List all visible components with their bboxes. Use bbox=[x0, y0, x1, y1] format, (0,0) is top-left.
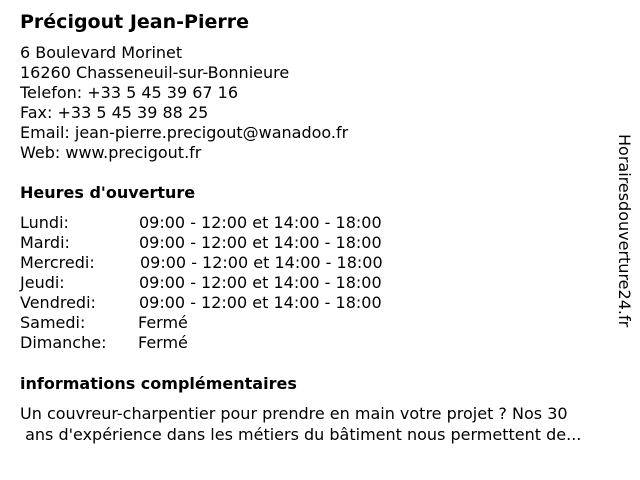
time-range: 09:00 - 12:00 et 14:00 - 18:00 bbox=[139, 233, 382, 252]
website-link[interactable]: Web: www.precigout.fr bbox=[20, 143, 202, 162]
day-label: Lundi: bbox=[20, 213, 69, 232]
day-label: Jeudi: bbox=[20, 273, 65, 292]
info-heading: informations complémentaires bbox=[20, 374, 297, 393]
email-address[interactable]: Email: jean-pierre.precigout@wanadoo.fr bbox=[20, 123, 349, 142]
address-street: 6 Boulevard Morinet bbox=[20, 43, 183, 62]
day-label: Mardi: bbox=[20, 233, 70, 252]
description-line: Un couvreur-charpentier pour prendre en main votre projet ? Nos 30 bbox=[20, 404, 568, 423]
day-label: Mercredi: bbox=[20, 253, 95, 272]
time-range: 09:00 - 12:00 et 14:00 - 18:00 bbox=[140, 253, 383, 272]
time-range: 09:00 - 12:00 et 14:00 - 18:00 bbox=[139, 293, 382, 312]
day-label: Vendredi: bbox=[20, 293, 96, 312]
day-label: Samedi: bbox=[20, 313, 86, 332]
time-range: Fermé bbox=[138, 333, 188, 352]
hours-heading: Heures d'ouverture bbox=[20, 183, 196, 202]
site-watermark: Horairesdouverture24.fr bbox=[615, 134, 634, 328]
watermark-container bbox=[614, 134, 634, 344]
contact-block bbox=[20, 43, 348, 163]
fax-number: Fax: +33 5 45 39 88 25 bbox=[20, 103, 209, 122]
description-line: ans d'expérience dans les métiers du bâtiment nous permettent de... bbox=[20, 425, 582, 444]
time-range: 09:00 - 12:00 et 14:00 - 18:00 bbox=[139, 273, 382, 292]
time-range: 09:00 - 12:00 et 14:00 - 18:00 bbox=[139, 213, 382, 232]
description bbox=[20, 403, 581, 445]
business-name: Précigout Jean-Pierre bbox=[20, 11, 249, 33]
day-label: Dimanche: bbox=[20, 333, 107, 352]
phone-number[interactable]: Telefon: +33 5 45 39 67 16 bbox=[20, 83, 239, 102]
time-range: Fermé bbox=[138, 313, 188, 332]
address-city: 16260 Chasseneuil-sur-Bonnieure bbox=[20, 63, 290, 82]
